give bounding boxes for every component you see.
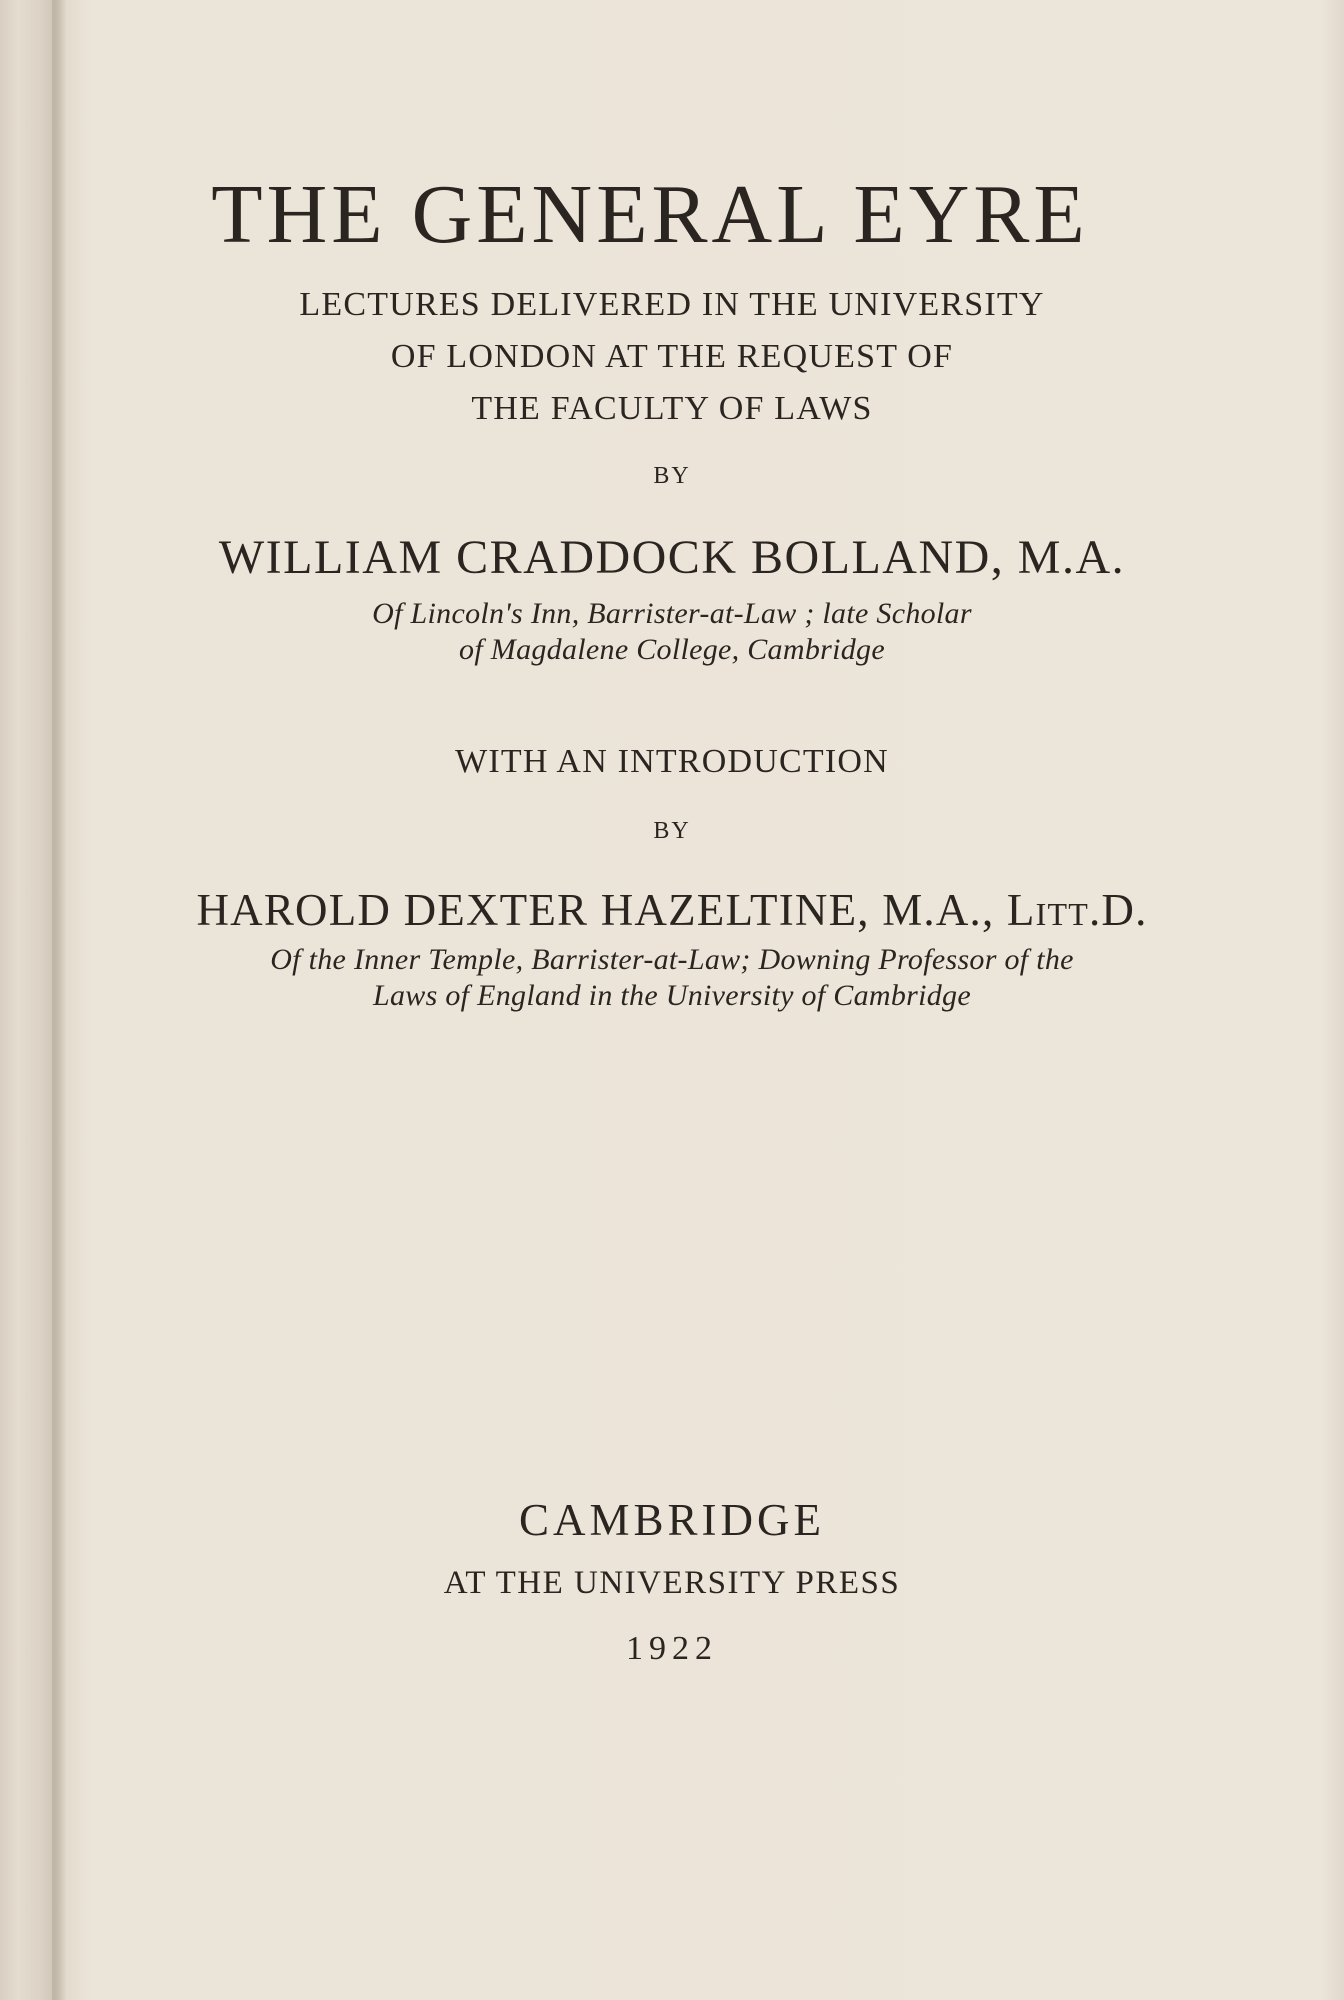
by-label-2: BY	[653, 818, 691, 844]
author-2-main-name: HAROLD DEXTER HAZELTINE, M.A.,	[196, 885, 1007, 935]
by-label-1: BY	[653, 463, 691, 489]
imprint-city: CAMBRIDGE	[518, 1495, 826, 1545]
author-2-credentials-line-2: Laws of England in the University of Cambridge	[373, 979, 971, 1012]
subtitle-line-3: THE FACULTY OF LAWS	[471, 390, 873, 427]
book-title: THE GENERAL EYRE	[211, 168, 1089, 261]
author-2-credentials-line-1: Of the Inner Temple, Barrister-at-Law; Downing Professor of the	[270, 943, 1074, 976]
subtitle-line-2: OF LONDON AT THE REQUEST OF	[390, 338, 954, 375]
introduction-label: WITH AN INTRODUCTION	[455, 743, 889, 780]
author-1-credentials-line-2: of Magdalene College, Cambridge	[459, 633, 885, 666]
author-1-name: WILLIAM CRADDOCK BOLLAND, M.A.	[218, 531, 1126, 584]
imprint-year: 1922	[626, 1630, 718, 1667]
author-2-name	[0, 884, 1344, 936]
author-2-degree: Litt.D.	[1006, 885, 1148, 935]
subtitle-line-1: LECTURES DELIVERED IN THE UNIVERSITY	[299, 286, 1045, 323]
subtitle	[0, 279, 1344, 435]
imprint-press: AT THE UNIVERSITY PRESS	[443, 1565, 901, 1601]
author-1-credentials-line-1: Of Lincoln's Inn, Barrister-at-Law ; late Scholar	[372, 597, 972, 630]
